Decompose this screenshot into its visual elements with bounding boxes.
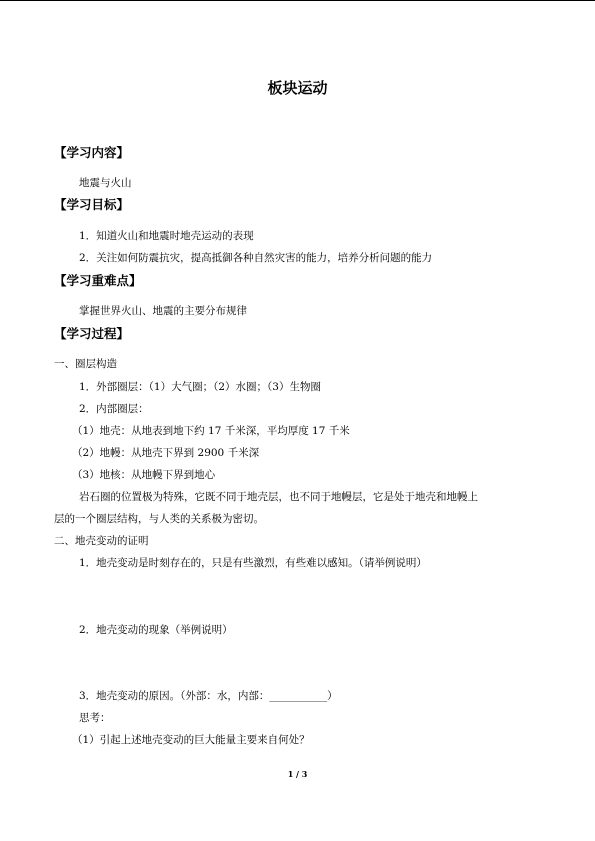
process-line-7: 岩石圈的位置极为特殊，它既不同于地壳层，也不同于地幔层，它是处于地壳和地幔上 — [79, 491, 478, 503]
section-heading-content: 【学习内容】 — [54, 145, 130, 160]
process-line-11: 2．地壳变动的现象（举例说明） — [79, 624, 233, 636]
section-heading-goals: 【学习目标】 — [54, 197, 130, 212]
process-line-4: （1）地壳：从地表到地下约 17 千米深，平均厚度 17 千米 — [72, 425, 350, 437]
top-rule — [0, 0, 595, 1]
page-number: 1 / 3 — [287, 769, 308, 779]
process-line-13: 思考： — [79, 712, 111, 724]
process-line-10: 1．地壳变动是时刻存在的，只是有些激烈，有些难以感知。（请举例说明） — [79, 557, 427, 569]
process-line-2: 1．外部圈层：（1）大气圈；（2）水圈；（3）生物圈 — [79, 381, 321, 393]
key-point-line: 掌握世界火山、地震的主要分布规律 — [79, 305, 247, 317]
goal-line-1: 1．知道火山和地震时地壳运动的表现 — [79, 230, 254, 242]
section-heading-process: 【学习过程】 — [54, 326, 130, 341]
process-line-12: 3．地壳变动的原因。（外部：水，内部：___________） — [79, 690, 338, 702]
goal-line-2: 2．关注如何防震抗灾，提高抵御各种自然灾害的能力，培养分析问题的能力 — [79, 252, 433, 264]
page-title: 板块运动 — [267, 79, 328, 97]
process-line-5: （2）地幔：从地壳下界到 2900 千米深 — [72, 447, 260, 459]
process-line-14: （1）引起上述地壳变动的巨大能量主要来自何处？ — [72, 734, 310, 746]
section-heading-key-points: 【学习重难点】 — [54, 273, 142, 288]
process-line-9: 二、地壳变动的证明 — [54, 535, 149, 547]
process-line-8: 层的一个圈层结构，与人类的关系极为密切。 — [54, 513, 264, 525]
process-line-3: 2．内部圈层： — [79, 403, 149, 415]
process-line-1: 一、圈层构造 — [54, 358, 117, 370]
process-line-6: （3）地核：从地幔下界到地心 — [72, 469, 216, 481]
content-line: 地震与火山 — [79, 177, 132, 189]
